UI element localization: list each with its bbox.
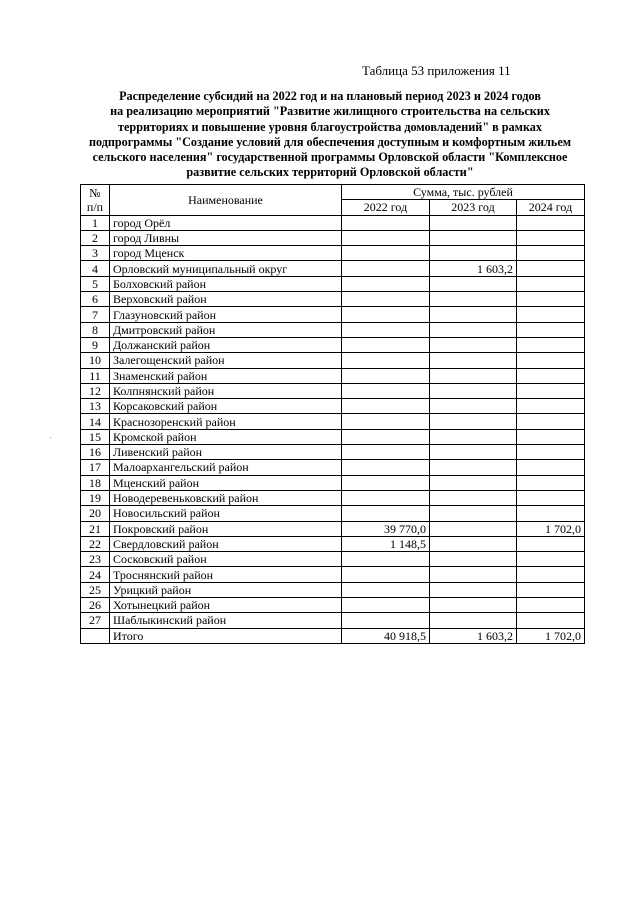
table-row (81, 613, 585, 628)
row-number: 24 (81, 567, 110, 582)
row-value-2023 (430, 337, 517, 352)
table-row (81, 475, 585, 490)
row-value-2022 (342, 292, 430, 307)
row-number: 16 (81, 445, 110, 460)
row-value-2024 (517, 292, 585, 307)
row-value-2023 (430, 383, 517, 398)
table-row (81, 276, 585, 291)
row-value-2022 (342, 506, 430, 521)
header-year-2023: 2023 год (430, 200, 517, 215)
row-value-2022 (342, 368, 430, 383)
total-name: Итого (110, 628, 342, 643)
table-reference: Таблица 53 приложения 11 (362, 63, 511, 78)
table-row (81, 368, 585, 383)
header-number (81, 185, 110, 216)
row-name: город Орёл (110, 215, 342, 230)
row-name: Краснозоренский район (110, 414, 342, 429)
row-value-2023 (430, 567, 517, 582)
row-number: 11 (81, 368, 110, 383)
row-value-2023 (430, 429, 517, 444)
title-line: подпрограммы "Создание условий для обеспечения доступным и комфортным жильем (88, 134, 572, 149)
row-number: 15 (81, 429, 110, 444)
row-name: Малоархангельский район (110, 460, 342, 475)
row-number: 19 (81, 490, 110, 505)
table-row (81, 582, 585, 597)
table-row (81, 215, 585, 230)
row-value-2024 (517, 368, 585, 383)
row-number: 4 (81, 261, 110, 276)
row-value-2023 (430, 536, 517, 551)
row-value-2022 (342, 429, 430, 444)
row-value-2022 (342, 613, 430, 628)
table-row (81, 246, 585, 261)
row-value-2023 (430, 399, 517, 414)
row-number: 18 (81, 475, 110, 490)
row-number: 1 (81, 215, 110, 230)
total-value-2022: 40 918,5 (342, 628, 430, 643)
row-value-2023 (430, 414, 517, 429)
table-row (81, 567, 585, 582)
row-number: 22 (81, 536, 110, 551)
row-value-2022 (342, 598, 430, 613)
row-name: Хотынецкий район (110, 598, 342, 613)
row-value-2024 (517, 337, 585, 352)
header-year-2024: 2024 год (517, 200, 585, 215)
row-name: Болховский район (110, 276, 342, 291)
row-number: 6 (81, 292, 110, 307)
header-number-line1: № (89, 185, 101, 200)
row-value-2024 (517, 276, 585, 291)
row-number: 12 (81, 383, 110, 398)
table-row (81, 598, 585, 613)
row-value-2024 (517, 613, 585, 628)
row-value-2024 (517, 246, 585, 261)
row-value-2024 (517, 414, 585, 429)
row-value-2023 (430, 598, 517, 613)
row-value-2023 (430, 368, 517, 383)
row-value-2024: 1 702,0 (517, 521, 585, 536)
row-name: Покровский район (110, 521, 342, 536)
row-value-2023 (430, 307, 517, 322)
row-name: Знаменский район (110, 368, 342, 383)
header-number-line2: п/п (86, 199, 104, 214)
row-value-2024 (517, 215, 585, 230)
header-name: Наименование (110, 185, 342, 216)
table-row (81, 399, 585, 414)
row-value-2024 (517, 399, 585, 414)
row-name: Ливенский район (110, 445, 342, 460)
header-year-2022: 2022 год (342, 200, 430, 215)
row-name: Орловский муниципальный округ (110, 261, 342, 276)
row-name: Должанский район (110, 337, 342, 352)
table-header-row (81, 185, 585, 200)
title-line: Распределение субсидий на 2022 год и на плановый период 2023 и 2024 годов (119, 89, 541, 103)
table-body (81, 215, 585, 643)
row-value-2023 (430, 292, 517, 307)
row-number: 25 (81, 582, 110, 597)
row-name: Верховский район (110, 292, 342, 307)
row-value-2024 (517, 353, 585, 368)
row-name: Мценский район (110, 475, 342, 490)
row-value-2023 (430, 445, 517, 460)
row-value-2022 (342, 230, 430, 245)
table-row (81, 429, 585, 444)
row-number: 17 (81, 460, 110, 475)
row-number: 13 (81, 399, 110, 414)
row-number: 9 (81, 337, 110, 352)
row-value-2022 (342, 307, 430, 322)
row-value-2023: 1 603,2 (430, 261, 517, 276)
total-number (81, 628, 110, 643)
row-number: 20 (81, 506, 110, 521)
row-name: Троснянский район (110, 567, 342, 582)
table-row (81, 230, 585, 245)
row-value-2023 (430, 215, 517, 230)
row-value-2023 (430, 490, 517, 505)
row-value-2023 (430, 353, 517, 368)
table-row (81, 521, 585, 536)
row-number: 23 (81, 552, 110, 567)
row-value-2024 (517, 261, 585, 276)
table-row (81, 536, 585, 551)
row-value-2024 (517, 506, 585, 521)
row-value-2022 (342, 567, 430, 582)
row-value-2022 (342, 460, 430, 475)
row-value-2024 (517, 552, 585, 567)
row-value-2022 (342, 399, 430, 414)
row-name: Дмитровский район (110, 322, 342, 337)
row-value-2022 (342, 246, 430, 261)
row-value-2022 (342, 276, 430, 291)
row-value-2024 (517, 598, 585, 613)
row-value-2024 (517, 475, 585, 490)
title-line: развитие сельских территорий Орловской области" (186, 165, 474, 180)
row-value-2022 (342, 322, 430, 337)
row-value-2024 (517, 567, 585, 582)
row-number: 2 (81, 230, 110, 245)
table-row (81, 292, 585, 307)
row-value-2024 (517, 460, 585, 475)
row-value-2024 (517, 230, 585, 245)
row-value-2022 (342, 552, 430, 567)
row-value-2022 (342, 215, 430, 230)
row-name: Новодеревеньковский район (110, 490, 342, 505)
row-number: 26 (81, 598, 110, 613)
table-row (81, 353, 585, 368)
row-value-2024 (517, 490, 585, 505)
table-row (81, 261, 585, 276)
total-value-2024: 1 702,0 (517, 628, 585, 643)
row-value-2024 (517, 429, 585, 444)
row-value-2022 (342, 261, 430, 276)
table-row (81, 307, 585, 322)
row-number: 14 (81, 414, 110, 429)
document-title (60, 89, 600, 181)
row-number: 5 (81, 276, 110, 291)
scan-speck (50, 437, 51, 438)
row-value-2022 (342, 445, 430, 460)
row-number: 27 (81, 613, 110, 628)
row-value-2022 (342, 353, 430, 368)
row-name: Урицкий район (110, 582, 342, 597)
row-value-2024 (517, 322, 585, 337)
row-name: город Ливны (110, 230, 342, 245)
row-number: 8 (81, 322, 110, 337)
row-name: Сосковский район (110, 552, 342, 567)
title-line: сельского населения" государственной программы Орловской области "Комплексное (92, 150, 568, 165)
row-value-2024 (517, 536, 585, 551)
row-number: 7 (81, 307, 110, 322)
row-value-2023 (430, 521, 517, 536)
table-row (81, 506, 585, 521)
table-row (81, 322, 585, 337)
row-value-2023 (430, 506, 517, 521)
row-value-2023 (430, 582, 517, 597)
row-value-2023 (430, 475, 517, 490)
table-row (81, 460, 585, 475)
row-value-2022: 1 148,5 (342, 536, 430, 551)
row-value-2022 (342, 414, 430, 429)
row-value-2023 (430, 613, 517, 628)
row-value-2023 (430, 322, 517, 337)
row-name: Новосильский район (110, 506, 342, 521)
row-value-2022 (342, 582, 430, 597)
table-row (81, 490, 585, 505)
table-row (81, 383, 585, 398)
row-name: Корсаковский район (110, 399, 342, 414)
row-value-2022: 39 770,0 (342, 521, 430, 536)
table-row (81, 337, 585, 352)
row-value-2022 (342, 475, 430, 490)
subsidy-distribution-table (80, 184, 585, 644)
row-value-2023 (430, 230, 517, 245)
total-value-2023: 1 603,2 (430, 628, 517, 643)
row-value-2022 (342, 337, 430, 352)
row-value-2024 (517, 445, 585, 460)
row-number: 3 (81, 246, 110, 261)
row-value-2022 (342, 490, 430, 505)
row-value-2023 (430, 246, 517, 261)
row-name: Колпнянский район (110, 383, 342, 398)
row-value-2022 (342, 383, 430, 398)
row-number: 10 (81, 353, 110, 368)
table-row (81, 414, 585, 429)
row-name: Свердловский район (110, 536, 342, 551)
row-value-2023 (430, 460, 517, 475)
row-name: Глазуновский район (110, 307, 342, 322)
row-value-2024 (517, 307, 585, 322)
table-row (81, 445, 585, 460)
row-value-2024 (517, 383, 585, 398)
row-name: Шаблыкинский район (110, 613, 342, 628)
title-line: на реализацию мероприятий "Развитие жилищного строительства на сельских (110, 104, 550, 119)
row-name: город Мценск (110, 246, 342, 261)
row-value-2024 (517, 582, 585, 597)
table-row (81, 552, 585, 567)
row-number: 21 (81, 521, 110, 536)
header-sum: Сумма, тыс. рублей (342, 185, 585, 200)
title-line: территориях и повышение уровня благоустройства домовладений" в рамках (118, 119, 542, 134)
total-row (81, 628, 585, 643)
row-name: Кромской район (110, 429, 342, 444)
row-name: Залегощенский район (110, 353, 342, 368)
row-value-2023 (430, 276, 517, 291)
row-value-2023 (430, 552, 517, 567)
